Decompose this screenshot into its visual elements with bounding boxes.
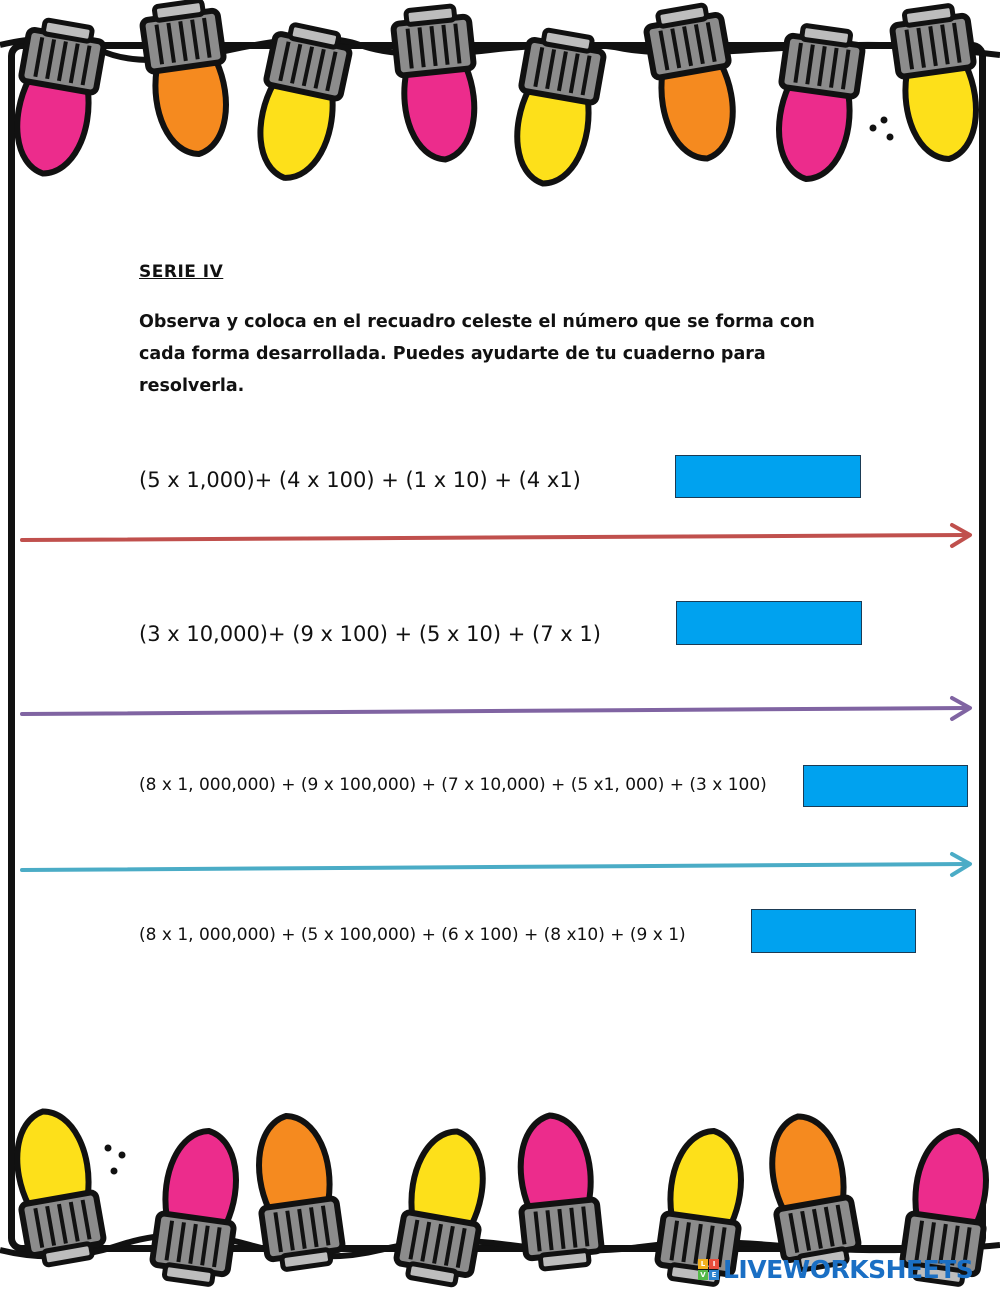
light-bulb [644,2,745,165]
divider-arrow-3 [0,850,1000,880]
light-bulb [150,1126,246,1287]
liveworksheets-watermark [698,1254,973,1284]
light-bulb [890,3,986,164]
expression-1: (5 x 1,000)+ (4 x 100) + (1 x 10) + (4 x1) [139,468,581,492]
logo-letter: I [709,1259,719,1269]
arrow-line-3 [22,864,968,870]
series-title: SERIE IV [139,262,224,282]
divider-arrow-1 [0,522,1000,552]
answer-box-3[interactable] [803,765,968,807]
top-lights-decoration [0,0,1000,200]
expression-2: (3 x 10,000)+ (9 x 100) + (5 x 10) + (7 x 1) [139,622,601,646]
logo-letter: L [698,1259,708,1269]
page-frame [8,42,986,1252]
watermark-text: LIVEWORKSHEETS [723,1254,974,1284]
light-bulb [505,27,606,190]
logo-letter: E [709,1270,719,1280]
light-bulb [140,0,236,159]
light-bulb [392,4,483,163]
answer-box-4[interactable] [751,909,916,953]
expression-3: (8 x 1, 000,000) + (9 x 100,000) + (7 x 10,000) + (5 x1, 000) + (3 x 100) [139,775,767,795]
arrow-line-1 [22,535,968,540]
light-bulb [5,1105,106,1268]
instructions-text: Observa y coloca en el recuadro celeste el número que se forma con cada forma desarrollada. Puedes ayudarte de tu cuaderno para resolverla. [139,312,815,396]
arrow-line-2 [22,708,968,714]
liveworksheets-logo-icon [698,1259,719,1280]
expression-4: (8 x 1, 000,000) + (5 x 100,000) + (6 x 100) + (8 x10) + (9 x 1) [139,925,686,945]
light-bulb [512,1112,603,1271]
divider-arrow-2 [0,695,1000,725]
light-bulb [394,1125,495,1288]
logo-letter: V [698,1270,708,1280]
answer-box-2[interactable] [676,601,862,645]
answer-box-1[interactable] [675,455,861,498]
